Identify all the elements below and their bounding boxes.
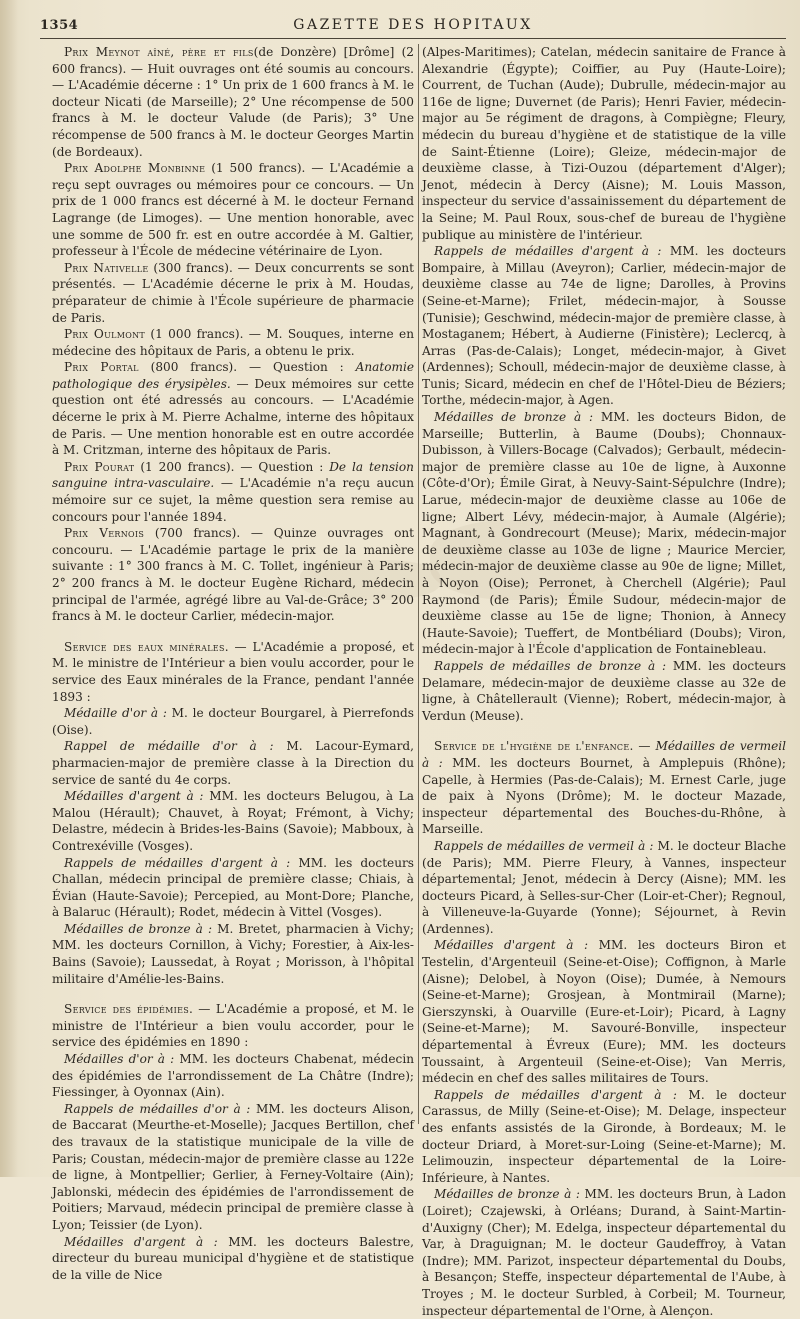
award-heading: Médailles d'or à : xyxy=(64,1052,175,1067)
paragraph-text: MM. les docteurs Biron et Testelin, d'Argenteuil (Seine-et-Oise); Coffignon, à Marle (Aisne); Delobel, à Noyon (Oise); Dumée, à Nemours (Seine-et-Marne); Grosjean, à Montmirail (Marne); Gierszynski, à Ouarville (Eure-et-Loir); Picard, à Lagny (Seine-et-Marne); M. Savouré-Bonville, inspecteur départemental à Évreux (Eure); MM. les docteurs Toussaint, à Argenteuil (Seine-et-Oise); Van Merris, médecin en chef des salles militaires de Tours. xyxy=(422,938,786,1086)
article-paragraph xyxy=(52,459,414,525)
article-paragraph xyxy=(52,921,414,987)
paragraph-text: . — xyxy=(629,739,656,754)
left-column xyxy=(52,44,415,1282)
article-paragraph xyxy=(422,658,786,724)
article-paragraph xyxy=(422,409,786,658)
section-heading: Prix Vernois xyxy=(64,526,145,541)
article-paragraph xyxy=(52,1234,414,1284)
section-heading: Service de l'hygiène de l'enfance xyxy=(434,739,630,754)
paragraph-text: MM. les docteurs Balestre, directeur du bureau municipal d'hygiène et de statistique de la ville de Nice xyxy=(52,1234,415,1282)
paragraph-text: MM. les docteurs Belugou, à La Malou (Hérault); Chauvet, à Royat; Frémont, à Vichy; Delastre, médecin à Brides-les-Bains (Savoie); Mabboux, à Contrexéville (Vosges). xyxy=(52,789,414,853)
award-heading: Rappels de médailles d'argent à : xyxy=(434,244,662,259)
paragraph-text: M. Lacour-Eymard, pharmacien-major de première classe à la Direction du service de santé du 4e corps. xyxy=(52,739,414,787)
section-heading: Prix Meynot aîné, père et fils xyxy=(64,45,254,59)
article-paragraph xyxy=(422,838,786,938)
article-paragraph xyxy=(52,705,414,738)
article-paragraph xyxy=(52,359,414,459)
paragraph-text: (1 000 francs). — M. Souques, interne en médecine des hôpitaux de Paris, a obtenu le prix. xyxy=(52,327,414,358)
award-heading: Médailles d'argent à : xyxy=(64,789,204,804)
article-paragraph xyxy=(52,1051,414,1101)
paragraph-text: M. le docteur Bourgarel, à Pierrefonds (Oise). xyxy=(52,706,414,737)
article-paragraph xyxy=(422,937,786,1086)
award-heading: Médailles de bronze à : xyxy=(434,410,594,425)
paragraph-text: MM. les docteurs Delamare, médecin-major de deuxième classe au 32e de ligne, à Châtellerault (Vienne); Robert, médecin-major, à Verdun (Meuse). xyxy=(422,658,786,723)
paragraph-text: MM. les docteurs Bournet, à Amplepuis (Rhône); Capelle, à Hermies (Pas-de-Calais); M. Ernest Carle, juge de paix à Nyons (Drôme); M. le docteur Mazade, inspecteur départemental des Bouches-du-Rhône, à Marseille. xyxy=(422,755,786,837)
article-paragraph xyxy=(52,44,414,160)
article-paragraph xyxy=(422,1087,786,1187)
italic-text: Médailles de vermeil à : xyxy=(422,739,786,770)
award-heading: Rappels de médailles d'argent à : xyxy=(434,1087,677,1102)
award-heading: Rappel de médaille d'or à : xyxy=(64,739,274,754)
paragraph-text: — Deux mémoires sur cette question ont été adressés au concours. — L'Académie décerne le prix à M. Pierre Achalme, interne des hôpitaux de Paris. — Une mention honorable est en outre accordée à M. Critzman, interne des hôpitaux de Paris. xyxy=(52,376,414,458)
section-heading: Prix Pourat xyxy=(64,459,135,474)
section-heading: Prix Adolphe Monbinne xyxy=(64,161,206,176)
section-heading: Service des épidémies xyxy=(64,1002,189,1017)
paragraph-text: M. Bretet, pharmacien à Vichy; MM. les docteurs Cornillon, à Vichy; Forestier, à Aix-les-Bains (Savoie); Laussedat, à Royat ; Morisson, à l'hôpital militaire d'Amélie-les-Bains. xyxy=(52,921,414,986)
article-paragraph xyxy=(52,525,414,625)
award-heading: Rappels de médailles d'or à : xyxy=(64,1101,251,1116)
article-paragraph xyxy=(52,639,414,705)
section-heading: Prix Portal xyxy=(64,360,139,375)
page-number: 1354 xyxy=(40,18,79,33)
article-paragraph xyxy=(422,243,786,409)
section-heading: Prix Oulmont xyxy=(64,327,146,342)
paragraph-text: MM. les docteurs Bidon, de Marseille; Butterlin, à Baume (Doubs); Chonnaux-Dubisson, à Villers-Bocage (Calvados); Gerbault, médecin-major de première classe au 10e de ligne, à Auxonne (Côte-d'Or); Émile Girat, à Neuvy-Saint-Sépulchre (Indre); Larue, médecin-major de deuxième classe au 106e de ligne; Albert Lévy, médecin-major, à Aumale (Algérie); Magnant, à Gondrecourt (Meuse); Marix, médecin-major de deuxième classe au 103e de ligne ; Maurice Mercier, médecin-major de deuxième classe au 90e de ligne; Millet, à Noyon (Oise); Perronet, à Cherchell (Algérie); Paul Raymond (de Paris); Émile Sudour, médecin-major de deuxième classe au 15e de ligne; Thonion, à Annecy (Haute-Savoie); Tueffert, de Montbéliard (Doubs); Viron, médecin-major à l'École d'application de Fontainebleau. xyxy=(422,410,786,657)
award-heading: Médailles d'argent à : xyxy=(64,1234,218,1249)
award-heading: Médailles de bronze à : xyxy=(64,921,213,936)
paragraph-text: (de Donzère) [Drôme] (2 600 francs). — Huit ouvrages ont été soumis au concours. — L'Académie décerne : 1° Un prix de 1 600 francs à M. le docteur Nicati (de Marseille); 2° Une récompense de 500 francs à M. le docteur Valude (de Paris); 3° Une récompense de 500 francs à M. le docteur Georges Martin (de Bordeaux). xyxy=(52,45,414,159)
article-paragraph xyxy=(52,260,414,326)
paragraph-text: (800 francs). — Question : xyxy=(138,360,356,375)
binding-shadow xyxy=(0,0,18,1177)
article-paragraph xyxy=(52,855,414,921)
article-paragraph xyxy=(52,1001,414,1051)
paragraph-text: (300 francs). — Deux concurrents se sont présentés. — L'Académie décerne le prix à M. Houdas, préparateur de chimie à l'École supérieure de pharmacie de Paris. xyxy=(52,260,414,325)
column-divider xyxy=(418,44,419,1124)
paragraph-text: MM. les docteurs Chabenat, médecin des épidémies de l'arrondissement de La Châtre (Indre); Fiessinger, à Oyonnax (Ain). xyxy=(52,1052,414,1100)
paragraph-text: . — L'Académie a proposé, et M. le ministre de l'Intérieur a bien voulu accorder, pour le service des Eaux minérales de la France, pendant l'année 1893 : xyxy=(52,639,414,704)
paragraph-text: MM. les docteurs Alison, de Baccarat (Meurthe-et-Moselle); Jacques Bertillon, chef des travaux de la statistique municipale de la ville de Paris; Coustan, médecin-major de première classe au 122e de ligne, à Montpellier; Gerlier, à Ferney-Voltaire (Ain); Jablonski, médecin des épidémies de l'arrondissement de Poitiers; Marvaud, médecin principal de première classe à Lyon; Teissier (de Lyon). xyxy=(52,1101,414,1232)
paragraph-text: MM. les docteurs Brun, à Ladon (Loiret); Czajewski, à Orléans; Durand, à Saint-Martin-d'Auxigny (Cher); M. Edelga, inspecteur départemental du Var, à Draguignan; M. le docteur Gaudeffroy, à Vatan (Indre); MM. Parizot, inspecteur départemental du Doubs, à Besançon; Steffe, inspecteur départemental de l'Aube, à Troyes ; M. le docteur Surbled, à Corbeil; M. Tourneur, inspecteur départemental de l'Orne, à Alençon. xyxy=(422,1187,786,1318)
article-paragraph xyxy=(52,326,414,359)
article-paragraph xyxy=(52,160,414,260)
section-heading: Service des eaux minérales xyxy=(64,639,225,654)
paragraph-text: (1 200 francs). — Question : xyxy=(134,459,330,474)
paragraph-text: M. le docteur Carassus, de Milly (Seine-et-Oise); M. Delage, inspecteur des enfants assistés de la Gironde, à Bordeaux; M. le docteur Driard, à Moret-sur-Loing (Seine-et-Marne); M. Lelimouzin, inspecteur départemental de la Loire-Inférieure, à Nantes. xyxy=(422,1087,786,1185)
article-paragraph xyxy=(52,738,414,788)
section-heading: Prix Nativelle xyxy=(64,260,149,275)
award-heading: Médailles de bronze à : xyxy=(434,1187,580,1202)
article-paragraph xyxy=(422,1186,786,1319)
paragraph-text: MM. les docteurs Challan, médecin principal de première classe; Chiais, à Évian (Haute-Savoie); Percepied, au Mont-Dore; Planche, à Balaruc (Hérault); Rodet, médecin à Vittel (Vosges). xyxy=(52,855,414,920)
award-heading: Médailles d'argent à : xyxy=(434,938,589,953)
paragraph-text: (Alpes-Maritimes); Catelan, médecin sanitaire de France à Alexandrie (Égypte); Coiffier, au Puy (Haute-Loire); Courrent, de Tuchan (Aude); Dubrulle, médecin-major au 116e de ligne; Duvernet (de Paris); Henri Favier, médecin-major au 5e régiment de dragons, à Compiègne; Fleury, médecin du bureau d'hygiène et de statistique de la ville de Saint-Étienne (Loire); Gleize, médecin-major de deuxième classe, à Tizi-Ouzou (département d'Alger); Jenot, médecin à Dercy (Aisne); M. Louis Masson, inspecteur du service d'assainissement du département de la Seine; M. Paul Roux, sous-chef de bureau de l'hygiène publique au ministère de l'intérieur. xyxy=(422,45,786,242)
italic-text: Anatomie pathologique des érysipèles. xyxy=(52,360,414,391)
journal-title: GAZETTE DES HOPITAUX xyxy=(293,17,533,33)
page-header xyxy=(40,12,786,39)
paragraph-text: (700 francs). — Quinze ouvrages ont concouru. — L'Académie partage le prix de la manière suivante : 1° 300 francs à M. C. Tollet, ingénieur à Paris; 2° 200 francs à M. le docteur Eugène Richard, médecin principal de l'armée, agrégé libre au Val-de-Grâce; 3° 200 francs à M. le docteur Carlier, médecin-major. xyxy=(52,526,414,624)
award-heading: Rappels de médailles de vermeil à : xyxy=(434,838,654,853)
paragraph-text: MM. les docteurs Bompaire, à Millau (Aveyron); Carlier, médecin-major de deuxième classe au 74e de ligne; Darolles, à Provins (Seine-et-Marne); Frilet, médecin-major, à Sousse (Tunisie); Geschwind, médecin-major de première classe, à Mostaganem; Hébert, à Audierne (Finistère); Leclercq, à Arras (Pas-de-Calais); Longet, médecin-major, à Givet (Ardennes); Schoull, médecin-major de deuxième classe, à Tunis; Sicard, médecin en chef de l'Hôtel-Dieu de Béziers; Torthe, médecin-major, à Agen. xyxy=(422,244,786,408)
award-heading: Médaille d'or à : xyxy=(64,706,167,721)
article-paragraph xyxy=(422,738,786,838)
article-paragraph xyxy=(52,788,414,854)
paragraph-text: . — L'Académie a proposé, et M. le ministre de l'Intérieur a bien voulu accorder, pour le service des épidémies en 1890 : xyxy=(52,1002,415,1050)
italic-text: De la tension sanguine intra-vasculaire. xyxy=(52,459,414,491)
article-paragraph xyxy=(422,44,786,243)
award-heading: Rappels de médailles de bronze à : xyxy=(434,658,667,673)
paragraph-text: — L'Académie n'a reçu aucun mémoire sur ce sujet, la même question sera remise au concours pour l'année 1894. xyxy=(52,476,414,524)
paragraph-text: M. le docteur Blache (de Paris); MM. Pierre Fleury, à Vannes, inspecteur départemental; Jenot, médecin à Dercy (Aisne); MM. les docteurs Picard, à Selles-sur-Cher (Loir-et-Cher); Regnoul, à Villeneuve-la-Guyarde (Yonne); Séjournet, à Revin (Ardennes). xyxy=(422,838,786,936)
paragraph-text: (1 500 francs). — L'Académie a reçu sept ouvrages ou mémoires pour ce concours. — Un prix de 1 000 francs est décerné à M. le docteur Fernand Lagrange (de Limoges). — Une mention honorable, avec une somme de 500 fr. est en outre accordée à M. Galtier, professeur à l'École de médecine vétérinaire de Lyon. xyxy=(52,161,414,259)
article-paragraph xyxy=(52,1101,414,1234)
right-column xyxy=(422,44,786,1318)
award-heading: Rappels de médailles d'argent à : xyxy=(64,855,291,870)
